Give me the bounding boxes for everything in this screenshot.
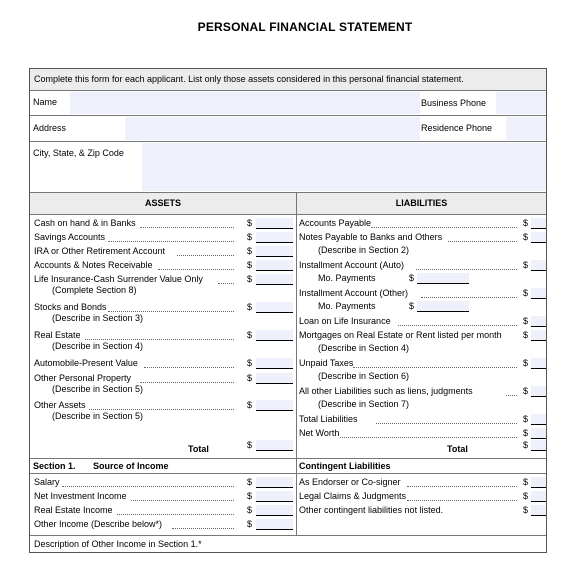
asset-item-label: Automobile-Present Value (34, 358, 138, 368)
dollar-sign: $ (523, 440, 529, 450)
liability-item-label: Net Worth (299, 428, 340, 438)
income-amount-field[interactable] (256, 505, 293, 516)
asset-item-label: IRA or Other Retirement Account (34, 246, 166, 256)
liability-item-note: (Describe in Section 4) (318, 343, 410, 353)
liability-item-label: Loan on Life Insurance (299, 316, 391, 326)
liability-amount-field[interactable] (531, 330, 546, 341)
dollar-sign: $ (409, 301, 415, 311)
liability-item-note: Mo. Payments (318, 301, 376, 311)
dot-leader (140, 382, 234, 383)
liability-item-label: Notes Payable to Banks and Others (299, 232, 443, 242)
contingent-amount-field[interactable] (531, 477, 546, 488)
asset-item-note: (Describe in Section 5) (52, 384, 144, 394)
footer-row (30, 535, 546, 553)
liability-item-note: Mo. Payments (318, 273, 376, 283)
liability-amount-field[interactable] (531, 316, 546, 327)
income-item-label: Other Income (Describe below*) (34, 519, 163, 529)
instructions-row (30, 69, 546, 91)
dot-leader (340, 437, 518, 438)
liability-item-label: Installment Account (Auto) (299, 260, 405, 270)
financial-statement-form (29, 68, 547, 553)
asset-item-label: Other Assets (34, 400, 86, 410)
liability-amount-field[interactable] (531, 414, 546, 425)
liability-amount-field[interactable] (531, 386, 546, 397)
liabilities-heading: LIABILITIES (297, 193, 546, 215)
dollar-sign: $ (523, 414, 529, 424)
asset-amount-field[interactable] (256, 246, 293, 257)
dot-leader (89, 409, 234, 410)
dot-leader (177, 255, 234, 256)
dollar-sign: $ (523, 491, 529, 501)
income-amount-field[interactable] (256, 519, 293, 530)
liability-item-note: (Describe in Section 7) (318, 399, 410, 409)
dollar-sign: $ (247, 440, 253, 450)
asset-amount-field[interactable] (256, 274, 293, 285)
dollar-sign: $ (247, 400, 253, 410)
liability-amount-field[interactable] (531, 288, 546, 299)
asset-amount-field[interactable] (256, 358, 293, 369)
liability-amount-field[interactable] (531, 218, 546, 229)
dollar-sign: $ (523, 260, 529, 270)
dollar-sign: $ (523, 218, 529, 228)
assets-total-field[interactable] (256, 440, 293, 451)
income-item-label: Real Estate Income (34, 505, 113, 515)
dollar-sign: $ (247, 358, 253, 368)
contingent-amount-field[interactable] (531, 491, 546, 502)
dot-leader (140, 227, 234, 228)
dot-leader (371, 227, 517, 228)
page-title: PERSONAL FINANCIAL STATEMENT (197, 20, 413, 34)
dollar-sign: $ (247, 330, 253, 340)
liability-amount-field[interactable] (531, 260, 546, 271)
address-row (30, 116, 546, 142)
dot-leader (218, 283, 234, 284)
income-amount-field[interactable] (256, 491, 293, 502)
business-phone-label: Business Phone (421, 98, 487, 108)
contingent-item-label: Other contingent liabilities not listed. (299, 505, 444, 515)
income-section-number: Section 1. (33, 461, 76, 471)
asset-item-label: Life Insurance-Cash Surrender Value Only (34, 274, 203, 284)
assets-total-label: Total (188, 444, 209, 454)
liability-amount-field[interactable] (531, 232, 546, 243)
dollar-sign: $ (247, 232, 253, 242)
name-row (30, 91, 546, 116)
contingent-item-label: Legal Claims & Judgments (299, 491, 407, 501)
liability-item-label: Installment Account (Other) (299, 288, 409, 298)
asset-item-note: (Describe in Section 3) (52, 313, 144, 323)
dot-leader (108, 311, 234, 312)
dot-leader (144, 367, 234, 368)
dot-leader (117, 514, 234, 515)
asset-amount-field[interactable] (256, 260, 293, 271)
liability-item-label: Unpaid Taxes (299, 358, 354, 368)
section-head-divider (30, 473, 546, 474)
section-divider (30, 458, 546, 459)
city-state-zip-label: City, State, & Zip Code (33, 148, 124, 158)
dollar-sign: $ (523, 428, 529, 438)
business-phone-input[interactable] (496, 92, 546, 114)
dollar-sign: $ (247, 246, 253, 256)
dot-leader (416, 269, 517, 270)
asset-item-label: Cash on hand & in Banks (34, 218, 136, 228)
liability-item-label: All other Liabilities such as liens, judgments (299, 386, 473, 396)
dollar-sign: $ (247, 491, 253, 501)
dot-leader (398, 325, 517, 326)
liability-item-note: (Describe in Section 6) (318, 371, 410, 381)
dollar-sign: $ (409, 273, 415, 283)
asset-item-label: Other Personal Property (34, 373, 132, 383)
income-item-label: Net Investment Income (34, 491, 127, 501)
dot-leader (421, 297, 518, 298)
dollar-sign: $ (247, 274, 253, 284)
income-amount-field[interactable] (256, 477, 293, 488)
name-input[interactable] (70, 92, 420, 114)
contingent-heading: Contingent Liabilities (299, 461, 391, 471)
dollar-sign: $ (523, 232, 529, 242)
dollar-sign: $ (247, 302, 253, 312)
dot-leader (172, 528, 234, 529)
liability-item-note: (Describe in Section 2) (318, 245, 410, 255)
dot-leader (108, 241, 234, 242)
name-label: Name (33, 97, 58, 107)
asset-item-note: (Describe in Section 5) (52, 411, 144, 421)
dot-leader (407, 486, 517, 487)
asset-amount-field[interactable] (256, 232, 293, 243)
liabilities-total-field[interactable] (531, 440, 546, 451)
monthly-payment-field[interactable] (417, 273, 469, 284)
income-item-label: Salary (34, 477, 60, 487)
address-label: Address (33, 123, 67, 133)
dollar-sign: $ (247, 519, 253, 529)
asset-amount-field[interactable] (256, 330, 293, 341)
column-divider (296, 193, 297, 535)
city-row (30, 142, 546, 193)
assets-heading: ASSETS (30, 193, 296, 215)
dollar-sign: $ (247, 373, 253, 383)
dollar-sign: $ (247, 218, 253, 228)
liability-amount-field[interactable] (531, 428, 546, 439)
contingent-item-label: As Endorser or Co-signer (299, 477, 401, 487)
asset-item-note: (Describe in Section 4) (52, 341, 144, 351)
asset-amount-field[interactable] (256, 400, 293, 411)
asset-item-label: Savings Accounts (34, 232, 106, 242)
dot-leader (353, 367, 517, 368)
contingent-amount-field[interactable] (531, 505, 546, 516)
liability-item-label: Total Liabilities (299, 414, 358, 424)
dot-leader (62, 486, 234, 487)
residence-phone-input[interactable] (506, 117, 546, 140)
dollar-sign: $ (523, 288, 529, 298)
asset-item-label: Accounts & Notes Receivable (34, 260, 153, 270)
liability-amount-field[interactable] (531, 358, 546, 369)
asset-amount-field[interactable] (256, 218, 293, 229)
liabilities-total-label: Total (447, 444, 468, 454)
address-input[interactable] (125, 117, 420, 140)
dollar-sign: $ (523, 386, 529, 396)
city-state-zip-input[interactable] (142, 143, 546, 191)
dollar-sign: $ (523, 316, 529, 326)
footer-text: Description of Other Income in Section 1.* (34, 539, 202, 549)
dot-leader (158, 269, 234, 270)
instructions-text: Complete this form for each applicant. List only those assets considered in this personal financial statement. (34, 74, 464, 84)
dollar-sign: $ (523, 477, 529, 487)
asset-item-label: Stocks and Bonds (34, 302, 107, 312)
dollar-sign: $ (247, 477, 253, 487)
dot-leader (85, 339, 234, 340)
asset-amount-field[interactable] (256, 302, 293, 313)
residence-phone-label: Residence Phone (421, 123, 493, 133)
dollar-sign: $ (247, 505, 253, 515)
asset-item-label: Real Estate (34, 330, 81, 340)
dot-leader (376, 423, 518, 424)
dot-leader (506, 395, 517, 396)
dot-leader (131, 500, 234, 501)
income-section-heading: Source of Income (93, 461, 169, 471)
dollar-sign: $ (523, 505, 529, 515)
liability-item-label: Mortgages on Real Estate or Rent listed per month (299, 330, 502, 340)
dollar-sign: $ (523, 330, 529, 340)
dot-leader (448, 241, 518, 242)
monthly-payment-field[interactable] (417, 301, 469, 312)
dot-leader (407, 500, 517, 501)
asset-item-note: (Complete Section 8) (52, 285, 137, 295)
dollar-sign: $ (247, 260, 253, 270)
dollar-sign: $ (523, 358, 529, 368)
asset-amount-field[interactable] (256, 373, 293, 384)
liability-item-label: Accounts Payable (299, 218, 372, 228)
